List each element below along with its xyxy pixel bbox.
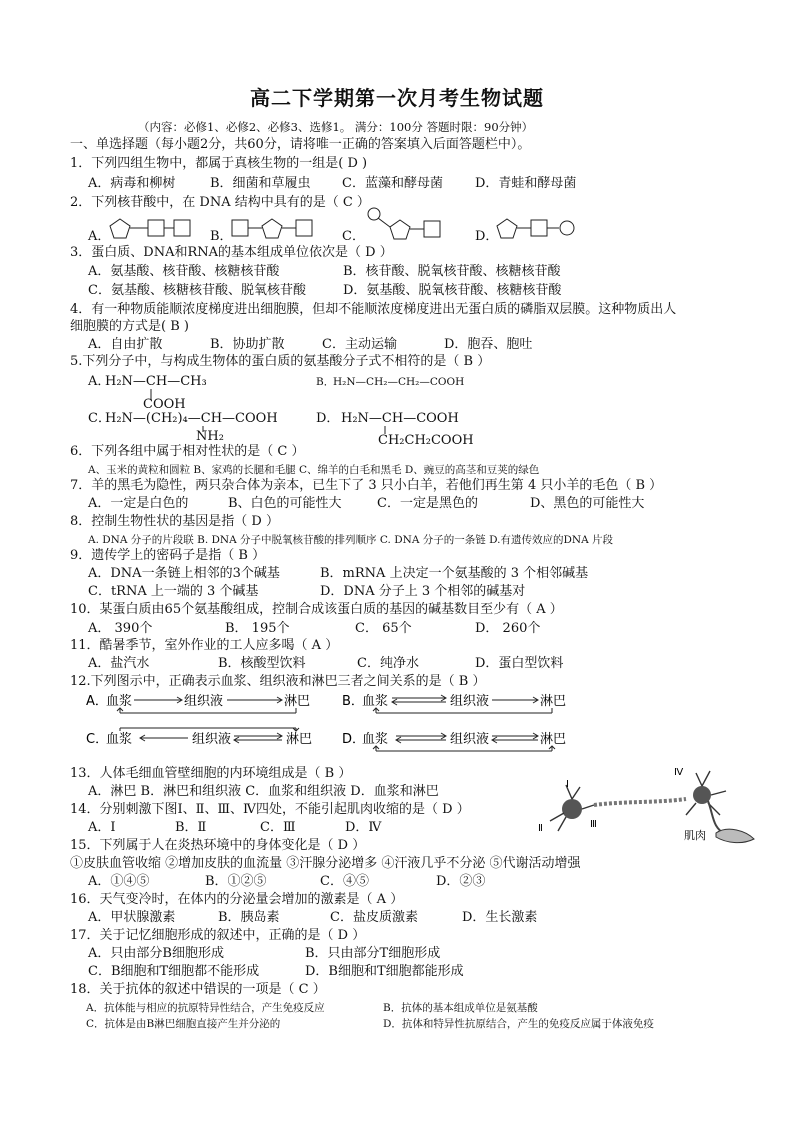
q14-stem: 14．分别刺激下图Ⅰ、Ⅱ、Ⅲ、Ⅳ四处，不能引起肌肉收缩的是（ D ） (70, 802, 470, 817)
q2-option-b: B． (210, 229, 233, 244)
exam-subtitle: （内容：必修1、必修2、必修3、选修1。 满分：100分 答题时限：90分钟） (138, 120, 534, 134)
q14-option-a: A．Ⅰ (88, 820, 116, 835)
svg-text:组织液: 组织液 (192, 732, 232, 747)
q4-option-d: D．胞吞、胞吐 (444, 337, 533, 352)
q15-items: ①皮肤血管收缩 ②增加皮肤的血流量 ③汗腺分泌增多 ④汗液几乎不分泌 ⑤代谢活动增强 (70, 856, 581, 871)
q15-option-b: B．①②⑤ (205, 874, 267, 889)
label-muscle: 肌肉 (684, 829, 706, 842)
q15-option-c: C．④⑤ (320, 874, 369, 889)
q5-option-d-label: D． (316, 411, 340, 426)
q8-options: A. DNA 分子的片段联 B. DNA 分子中脱氧核苷酸的排列顺序 C. DNA 分子的一条链 D.有遗传效应的DNA 片段 (88, 534, 613, 546)
q15-stem: 15．下列属于人在炎热环境中的身体变化是（ D ） (70, 838, 366, 853)
q5-formula-a-sub: COOH (143, 397, 186, 412)
svg-text:淋巴: 淋巴 (286, 732, 313, 747)
q5-stem: 5.下列分子中，与构成生物体的蛋白质的氨基酸分子式不相符的是（ B ） (70, 354, 491, 369)
q18-option-c: C．抗体是由B淋巴细胞直接产生并分泌的 (86, 1018, 281, 1030)
q3-option-b: B．核苷酸、脱氧核苷酸、核糖核苷酸 (343, 264, 561, 279)
q4-option-b: B．协助扩散 (210, 337, 285, 352)
q12-option-b-diagram (340, 690, 580, 716)
q9-option-a: A．DNA一条链上相邻的3个碱基 (88, 566, 280, 581)
q10-option-c: C． 65个 (355, 621, 412, 636)
q9-option-c: C．tRNA 上一端的 3 个碱基 (88, 584, 259, 599)
q16-option-d: D．生长激素 (462, 910, 538, 925)
neuron-cell-left (550, 785, 594, 831)
q11-option-c: C．纯净水 (357, 656, 419, 671)
q7-option-a: A．一定是白色的 (88, 496, 189, 511)
svg-text:血浆: 血浆 (362, 732, 389, 747)
q17-option-c: C．B细胞和T细胞都不能形成 (88, 964, 260, 979)
q5-formula-d: H₂N—CH—COOH (341, 411, 459, 426)
svg-text:组织液: 组织液 (450, 694, 490, 709)
nerve-fiber (594, 799, 686, 805)
q4-stem-line2: 细胞膜的方式是( B ) (70, 319, 189, 334)
q15-option-d: D．②③ (436, 874, 486, 889)
q2-option-a: A． (88, 229, 111, 244)
q9-stem: 9．遗传学上的密码子是指（ B ） (70, 548, 266, 563)
svg-text:淋巴: 淋巴 (284, 694, 311, 709)
q7-stem: 7．羊的黑毛为隐性，两只杂合体为亲本，已生下了 3 只小白羊，若他们再生第 4 只小羊的毛色（ B ） (70, 478, 663, 493)
svg-text:A．: A． (86, 694, 108, 709)
q10-option-a: A． 390个 (88, 621, 153, 636)
label-II: Ⅱ (538, 823, 543, 834)
q6-stem: 6．下列各组中属于相对性状的是（ C ） (70, 444, 305, 459)
q3-option-d: D．氨基酸、脱氧核苷酸、核糖核苷酸 (343, 283, 562, 298)
svg-text:淋巴: 淋巴 (540, 732, 567, 747)
neuron-cell-right (686, 771, 726, 815)
q3-option-a: A．氨基酸、核苷酸、核糖核苷酸 (88, 264, 280, 279)
section-heading: 一、单选择题（每小题2分，共60分，请将唯一正确的答案填入后面答题栏中）。 (70, 137, 531, 152)
q16-option-a: A．甲状腺激素 (88, 910, 176, 925)
q3-option-c: C．氨基酸、核糖核苷酸、脱氧核苷酸 (88, 283, 306, 298)
q15-option-a: A．①④⑤ (88, 874, 150, 889)
q14-option-c: C．Ⅲ (260, 820, 296, 835)
label-I: Ⅰ (566, 779, 569, 790)
q9-option-d: D．DNA 分子上 3 个相邻的碱基对 (320, 584, 526, 599)
q11-stem: 11．酷暑季节，室外作业的工人应多喝（ A ） (70, 638, 339, 653)
q10-option-b: B． 195个 (225, 621, 290, 636)
q11-option-a: A．盐汽水 (88, 656, 150, 671)
q5-formula-b: H₂N—CH₂—CH₂—COOH (333, 376, 465, 388)
q9-option-b: B．mRNA 上决定一个氨基酸的 3 个相邻碱基 (320, 566, 589, 581)
svg-text:组织液: 组织液 (450, 732, 490, 747)
q16-option-c: C．盐皮质激素 (330, 910, 418, 925)
label-III: Ⅲ (590, 819, 597, 830)
nucleotide-d-diagram (495, 214, 585, 244)
q6-options: A、玉米的黄粒和圆粒 B、家鸡的长腿和毛腿 C、绵羊的白毛和黑毛 D、豌豆的高茎和豆荚的绿色 (88, 464, 540, 476)
nucleotide-a-diagram (108, 214, 198, 244)
q17-option-b: B．只由部分T细胞形成 (305, 946, 441, 961)
q10-stem: 10．某蛋白质由65个氨基酸组成，控制合成该蛋白质的基因的碱基数目至少有（ A ） (70, 602, 563, 617)
q3-stem: 3．蛋白质、DNA和RNA的基本组成单位依次是（ D ） (70, 245, 393, 260)
q14-option-d: D．Ⅳ (345, 820, 382, 835)
q10-option-d: D． 260个 (475, 621, 541, 636)
q2-option-c: C． (342, 229, 365, 244)
q18-option-d: D．抗体和特异性抗原结合，产生的免疫反应属于体液免疫 (383, 1018, 654, 1030)
q7-option-b: B、白色的可能性大 (228, 496, 342, 511)
q12-option-c-diagram (84, 728, 324, 754)
reflex-arc-figure (536, 765, 756, 845)
svg-text:C．: C． (86, 732, 109, 747)
svg-text:D．: D． (342, 732, 366, 747)
q1-option-d: D．青蛙和酵母菌 (475, 176, 577, 191)
q17-option-d: D．B细胞和T细胞都能形成 (305, 964, 464, 979)
q5-formula-a: H₂N—CH—CH₃ (105, 374, 207, 389)
q11-option-d: D．蛋白型饮料 (475, 656, 564, 671)
svg-text:血浆: 血浆 (106, 694, 133, 709)
q5-option-c-label: C． (88, 411, 111, 426)
q4-stem-line1: 4．有一种物质能顺浓度梯度进出细胞膜，但却不能顺浓度梯度进出无蛋白质的磷脂双层膜。这种物质出人 (70, 302, 677, 317)
q1-stem: 1．下列四组生物中，都属于真核生物的一组是( D ) (70, 156, 368, 171)
q2-option-d: D． (475, 229, 499, 244)
svg-text:B．: B． (342, 694, 364, 709)
q18-option-b: B．抗体的基本组成单位是氨基酸 (383, 1002, 538, 1014)
muscle-shape (716, 829, 754, 842)
q5-option-a-label: A． (88, 374, 111, 389)
q13-stem: 13．人体毛细血管壁细胞的内环境组成是（ B ） (70, 766, 352, 781)
q12-option-d-diagram (340, 728, 580, 754)
q5-formula-c: H₂N—(CH₂)₄—CH—COOH (105, 411, 278, 426)
q12-stem: 12.下列图示中，正确表示血浆、组织液和淋巴三者之间关系的是（ B ） (70, 674, 486, 689)
nucleotide-c-diagram (362, 207, 452, 245)
q12-option-a-diagram (84, 690, 324, 716)
q7-option-c: C．一定是黑色的 (377, 496, 478, 511)
q1-option-a: A．病毒和柳树 (88, 176, 176, 191)
q11-option-b: B．核酸型饮料 (218, 656, 306, 671)
q14-option-b: B．Ⅱ (175, 820, 207, 835)
q17-option-a: A．只由部分B细胞形成 (88, 946, 224, 961)
nucleotide-b-diagram (230, 214, 320, 244)
page-title: 高二下学期第一次月考生物试题 (250, 86, 544, 110)
svg-text:淋巴: 淋巴 (540, 694, 567, 709)
q1-option-b: B．细菌和草履虫 (210, 176, 311, 191)
q4-option-c: C．主动运输 (322, 337, 397, 352)
svg-text:血浆: 血浆 (362, 694, 389, 709)
q8-stem: 8．控制生物性状的基因是指（ D ） (70, 514, 279, 529)
q18-option-a: A．抗体能与相应的抗原特异性结合，产生免疫反应 (86, 1002, 325, 1014)
q4-option-a: A．自由扩散 (88, 337, 163, 352)
q2-stem: 2．下列核苷酸中，在 DNA 结构中具有的是（ C ） (70, 195, 370, 210)
q16-option-b: B．胰岛素 (218, 910, 280, 925)
q5-formula-c-sub: NH₂ (196, 429, 224, 444)
q5-option-b-label: B． (316, 376, 335, 388)
q16-stem: 16．天气变冷时，在体内的分泌量会增加的激素是（ A ） (70, 892, 404, 907)
q18-stem: 18．关于抗体的叙述中错误的一项是（ C ） (70, 982, 326, 997)
q7-option-d: D、黑色的可能性大 (530, 496, 645, 511)
svg-text:血浆: 血浆 (106, 732, 133, 747)
q13-options: A．淋巴 B．淋巴和组织液 C．血浆和组织液 D．血浆和淋巴 (88, 784, 439, 799)
q5-formula-d-sub: CH₂CH₂COOH (378, 433, 474, 448)
svg-text:组织液: 组织液 (184, 694, 224, 709)
q1-option-c: C．蓝藻和酵母菌 (342, 176, 443, 191)
label-IV: Ⅳ (674, 767, 684, 778)
q17-stem: 17．关于记忆细胞形成的叙述中，正确的是（ D ） (70, 928, 366, 943)
